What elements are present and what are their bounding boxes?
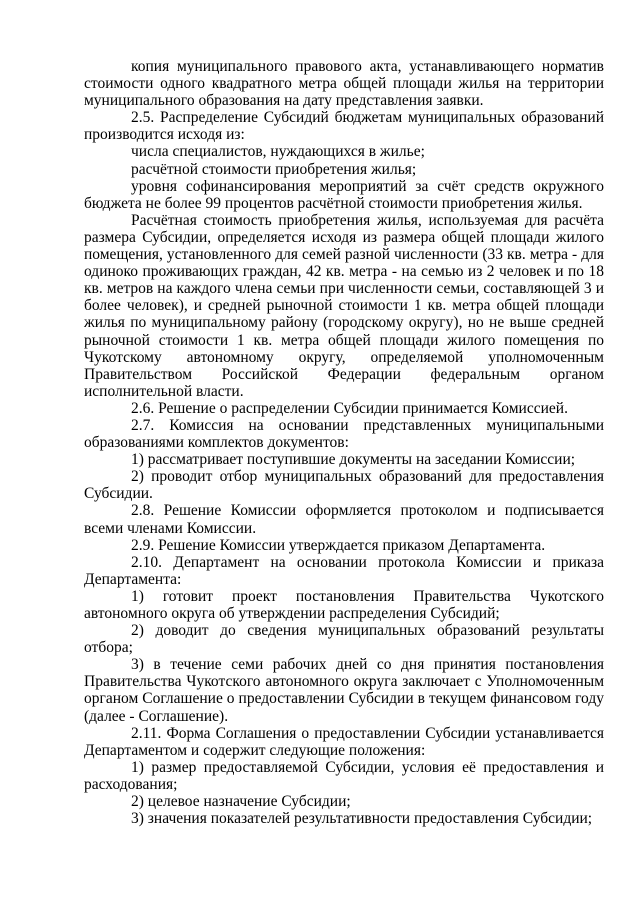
paragraph-2-10-item-1: 1) готовит проект постановления Правительства Чукотского автономного округа об утверждении распределения Субсидий;	[84, 587, 604, 622]
paragraph-estimated-cost: расчётной стоимости приобретения жилья;	[131, 160, 417, 178]
paragraph-2-11: 2.11. Форма Соглашения о предоставлении Субсидии устанавливается Департаментом и содержит следующие положения:	[84, 724, 604, 759]
paragraph-2-10: 2.10. Департамент на основании протокола Комиссии и приказа Департамента:	[84, 553, 604, 588]
paragraph-2-6: 2.6. Решение о распределении Субсидии принимается Комиссией.	[131, 399, 568, 417]
paragraph-2-7: 2.7. Комиссия на основании представленных муниципальными образованиями комплектов документов:	[84, 416, 604, 452]
paragraph-2-11-item-1: 1) размер предоставляемой Субсидии, условия её предоставления и расходования;	[84, 758, 604, 793]
paragraph-2-9: 2.9. Решение Комиссии утверждается приказом Департамента.	[131, 536, 546, 554]
paragraph-2-8: 2.8. Решение Комиссии оформляется протоколом и подписывается всеми членами Комиссии.	[84, 502, 604, 537]
paragraph-2-11-item-3: 3) значения показателей результативности предоставления Субсидии;	[131, 810, 593, 828]
paragraph-estimated-cost-definition: Расчётная стоимость приобретения жилья, используемая для расчёта размера Субсидии, определяется исходя из размера общей площади жилого помещения, установленного для семей разной численности (33 кв. метра - для одиноко проживающих граждан, 42 кв. метра - на семью из 2 человек и по 18 кв. метров на каждого члена семьи при численности семьи, составляющей 3 и более человек), и средней рыночной стоимости 1 кв. метра общей площади жилья по муниципальному району (городскому округу), но не выше средней рыночной стоимости 1 кв. метра общей площади жилого помещения по Чукотскому автономному округу, определяемой уполномоченным Правительством Российской Федерации федеральным органом исполнительной власти.	[84, 211, 604, 400]
paragraph-2-10-item-3: 3) в течение семи рабочих дней со дня принятия постановления Правительства Чукотского автономного округа заключает с Уполномоченным органом Соглашение о предоставлении Субсидии в текущем финансовом году (далее - Соглашение).	[84, 656, 604, 725]
paragraph-2-10-item-2: 2) доводит до сведения муниципальных образований результаты отбора;	[84, 622, 604, 657]
paragraph-2-7-item-1: 1) рассматривает поступившие документы на заседании Комиссии;	[131, 451, 576, 469]
document-page	[84, 58, 604, 827]
paragraph-2-11-item-2: 2) целевое назначение Субсидии;	[131, 793, 351, 811]
paragraph-municipal-act-copy: копия муниципального правового акта, устанавливающего норматив стоимости одного квадратного метра общей площади жилья на территории муниципального образования на дату представления заявки.	[84, 58, 604, 110]
paragraph-cofinancing-level: уровня софинансирования мероприятий за счёт средств окружного бюджета не более 99 процентов расчётной стоимости приобретения жилья.	[84, 177, 604, 212]
paragraph-specialists-count: числа специалистов, нуждающихся в жилье;	[131, 143, 425, 161]
paragraph-2-5: 2.5. Распределение Субсидий бюджетам муниципальных образований производится исходя из:	[84, 109, 604, 144]
paragraph-2-7-item-2: 2) проводит отбор муниципальных образований для предоставления Субсидии.	[84, 468, 604, 503]
